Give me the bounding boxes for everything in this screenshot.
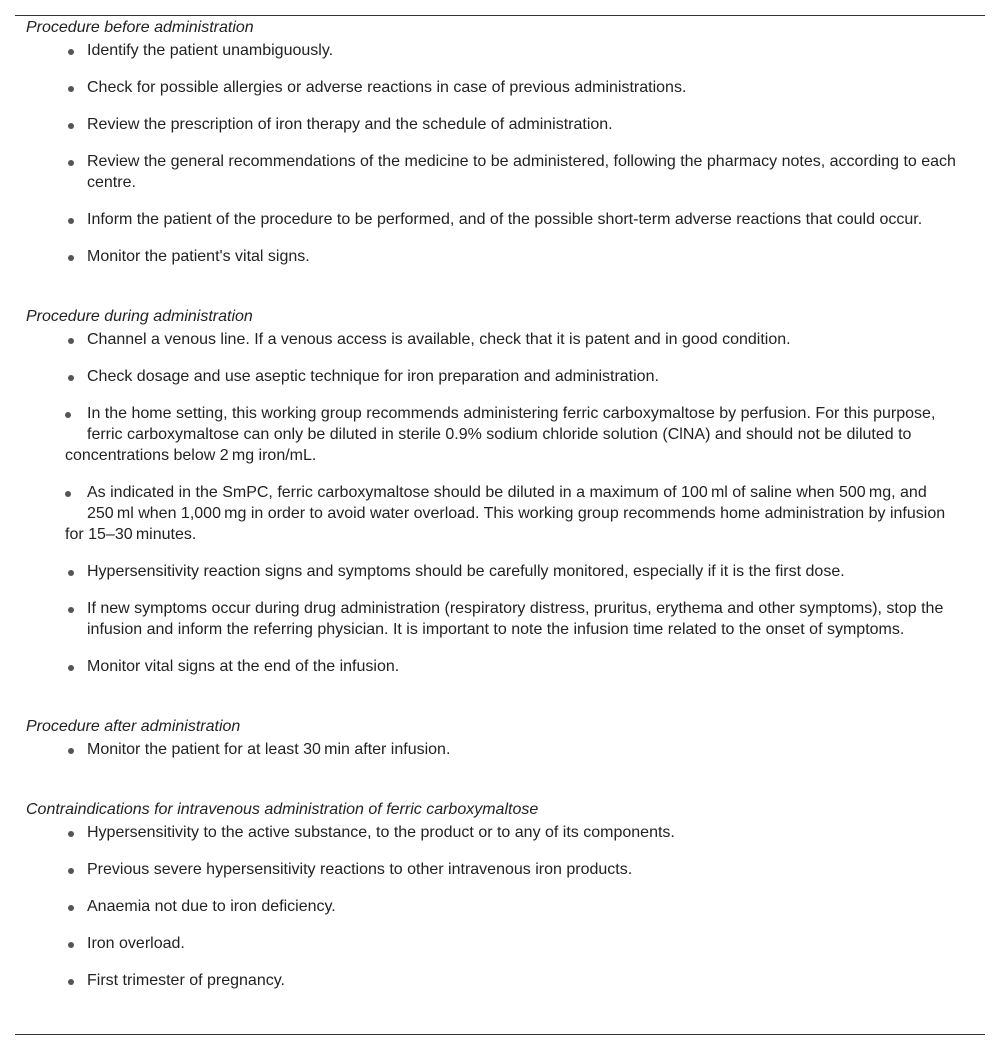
bullet-icon: [68, 665, 74, 671]
bullet-icon: [68, 375, 74, 381]
item-text: Check for possible allergies or adverse reactions in case of previous administrations.: [87, 79, 687, 96]
list-item: [26, 598, 966, 640]
item-text: Previous severe hypersensitivity reactions to other intravenous iron products.: [87, 861, 633, 878]
section-contraindications: [26, 798, 966, 1007]
section-before-administration: [26, 16, 966, 283]
list-item: [26, 403, 966, 466]
bullet-icon: [68, 218, 74, 224]
section-during-administration: [26, 305, 966, 693]
item-text: Hypersensitivity to the active substance, to the product or to any of its components.: [87, 824, 675, 841]
item-list: [26, 329, 966, 677]
item-text: Monitor vital signs at the end of the infusion.: [87, 658, 400, 675]
list-item: [26, 246, 966, 267]
item-text: First trimester of pregnancy.: [87, 972, 285, 989]
list-item: [26, 366, 966, 387]
item-text-line: 250 ml when 1,000 mg in order to avoid water overload. This working group recommends home administration by infusion: [87, 505, 946, 522]
section-title: Procedure before administration: [26, 19, 254, 36]
section-after-administration: [26, 715, 966, 776]
list-item: [26, 896, 966, 917]
list-item: [26, 77, 966, 98]
list-item: [26, 114, 966, 135]
list-item: [26, 739, 966, 760]
list-item: [26, 329, 966, 350]
bullet-icon: [68, 338, 74, 344]
bottom-rule: [15, 1034, 985, 1035]
bullet-icon: [65, 412, 71, 418]
item-text: Anaemia not due to iron deficiency.: [87, 898, 336, 915]
item-text: Inform the patient of the procedure to be performed, and of the possible short-term adverse reactions that could occur.: [87, 211, 923, 228]
bullet-icon: [68, 49, 74, 55]
list-item: [26, 859, 966, 880]
item-list: [26, 40, 966, 267]
bullet-icon: [68, 868, 74, 874]
bullet-icon: [65, 491, 71, 497]
item-text-line: concentrations below 2 mg iron/mL.: [65, 447, 317, 464]
bullet-icon: [68, 831, 74, 837]
bullet-icon: [68, 570, 74, 576]
item-list: [26, 739, 966, 760]
bullet-icon: [68, 905, 74, 911]
section-title: Contraindications for intravenous administration of ferric carboxymaltose: [26, 801, 539, 818]
item-text: Monitor the patient for at least 30 min after infusion.: [87, 741, 451, 758]
bullet-icon: [68, 607, 74, 613]
bullet-icon: [68, 123, 74, 129]
item-text: Channel a venous line. If a venous access is available, check that it is patent and in good condition.: [87, 331, 791, 348]
item-text-line: for 15–30 minutes.: [65, 526, 197, 543]
list-item: [26, 482, 966, 545]
bullet-icon: [68, 979, 74, 985]
item-list: [26, 822, 966, 991]
list-item: [26, 561, 966, 582]
item-text: Review the prescription of iron therapy and the schedule of administration.: [87, 116, 613, 133]
list-item: [26, 822, 966, 843]
bullet-icon: [68, 748, 74, 754]
list-item: [26, 40, 966, 61]
item-text: Monitor the patient's vital signs.: [87, 248, 310, 265]
item-text: Hypersensitivity reaction signs and symptoms should be carefully monitored, especially if it is the first dose.: [87, 563, 845, 580]
list-item: [26, 209, 966, 230]
item-text: Review the general recommendations of the medicine to be administered, following the pharmacy notes, according to each centre.: [87, 153, 956, 191]
list-item: [26, 151, 966, 193]
item-text: Iron overload.: [87, 935, 185, 952]
list-item: [26, 656, 966, 677]
item-text-line: ferric carboxymaltose can only be diluted in sterile 0.9% sodium chloride solution (ClNA) and should not be diluted to: [87, 426, 912, 443]
item-text: Identify the patient unambiguously.: [87, 42, 334, 59]
section-title: Procedure during administration: [26, 308, 253, 325]
list-item: [26, 970, 966, 991]
item-text-line: As indicated in the SmPC, ferric carboxymaltose should be diluted in a maximum of 100 ml of saline when 500 mg, and: [87, 484, 927, 501]
bullet-icon: [68, 255, 74, 261]
bullet-icon: [68, 160, 74, 166]
list-item: [26, 933, 966, 954]
item-text-line: In the home setting, this working group recommends administering ferric carboxymaltose by perfusion. For this purpose,: [87, 405, 936, 422]
bullet-icon: [68, 942, 74, 948]
item-text: If new symptoms occur during drug administration (respiratory distress, pruritus, erythema and other symptoms), stop the infusion and inform the referring physician. It is important to note the infusion time related to the onset of symptoms.: [87, 600, 944, 638]
section-title: Procedure after administration: [26, 718, 241, 735]
bullet-icon: [68, 86, 74, 92]
item-text: Check dosage and use aseptic technique for iron preparation and administration.: [87, 368, 659, 385]
